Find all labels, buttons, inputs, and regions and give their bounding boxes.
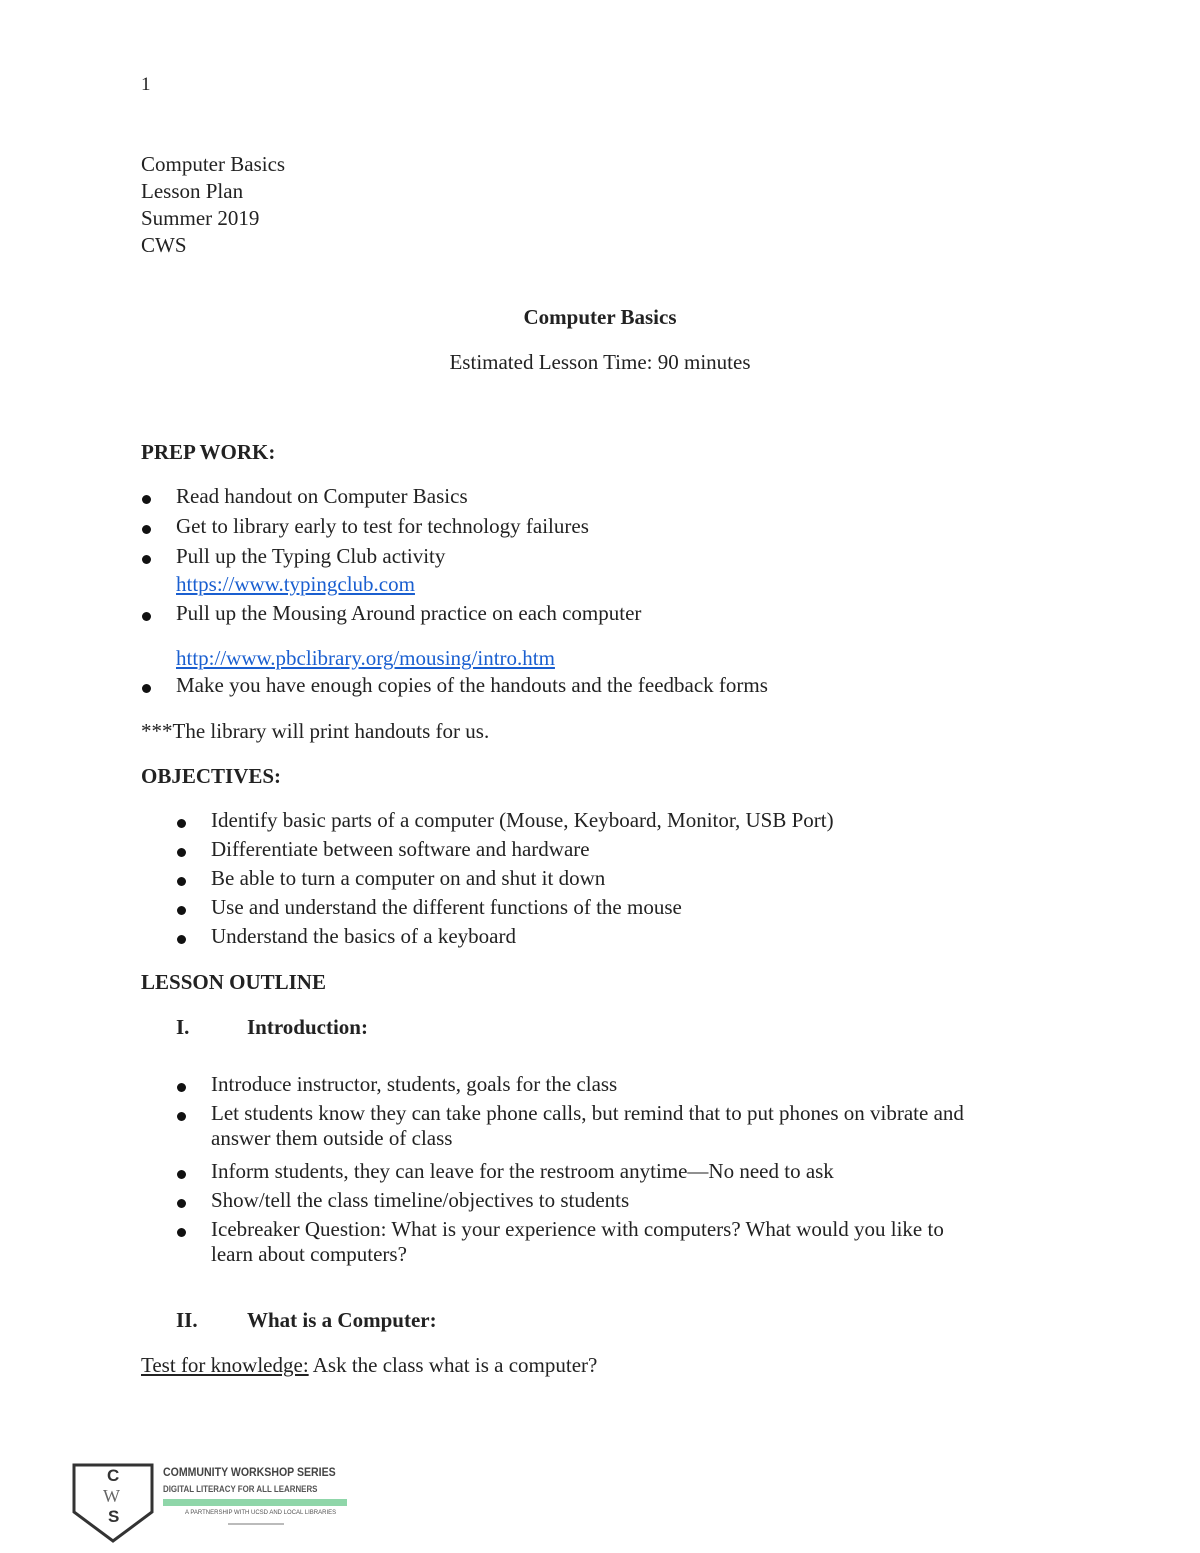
logo-letter-s: S bbox=[108, 1507, 120, 1526]
cws-logo bbox=[70, 1462, 360, 1546]
fine-print bbox=[228, 1523, 284, 1525]
accent-bar bbox=[163, 1499, 347, 1506]
outline-heading: LESSON OUTLINE bbox=[141, 970, 326, 994]
list-item: Icebreaker Question: What is your experience with computers? What would you like to learn about computers? bbox=[141, 1217, 964, 1275]
intro-list bbox=[141, 1072, 964, 1275]
list-item: Use and understand the different functions of the mouse bbox=[141, 895, 834, 924]
section-title: Introduction: bbox=[247, 1015, 368, 1039]
list-item: Show/tell the class timeline/objectives to students bbox=[141, 1188, 964, 1217]
list-item: Pull up the Mousing Around practice on each computer bbox=[141, 601, 641, 626]
list-item: Understand the basics of a keyboard bbox=[141, 924, 834, 953]
list-item: Pull up the Typing Club activity bbox=[141, 544, 589, 572]
prep-list bbox=[141, 484, 589, 572]
list-item: Get to library early to test for technology failures bbox=[141, 514, 589, 544]
typingclub-link[interactable]: https://www.typingclub.com bbox=[176, 572, 415, 596]
header-type: Lesson Plan bbox=[141, 179, 244, 203]
list-item: Introduce instructor, students, goals for the class bbox=[141, 1072, 964, 1101]
prep-note: ***The library will print handouts for us. bbox=[141, 719, 490, 743]
list-item: Identify basic parts of a computer (Mouse, Keyboard, Monitor, USB Port) bbox=[141, 808, 834, 837]
header-term: Summer 2019 bbox=[141, 206, 260, 230]
logo-letter-w: W bbox=[103, 1486, 120, 1506]
list-item: Read handout on Computer Basics bbox=[141, 484, 589, 514]
test-label: Test for knowledge: bbox=[141, 1353, 309, 1377]
prep-heading: PREP WORK: bbox=[141, 440, 276, 464]
section-title: What is a Computer: bbox=[247, 1308, 437, 1332]
objectives-heading: OBJECTIVES: bbox=[141, 764, 282, 788]
section-numeral: I. bbox=[176, 1015, 190, 1039]
list-item: Differentiate between software and hardware bbox=[141, 837, 834, 866]
list-item: Be able to turn a computer on and shut it down bbox=[141, 866, 834, 895]
series-title: COMMUNITY WORKSHOP SERIES bbox=[163, 1465, 336, 1479]
list-item: Let students know they can take phone calls, but remind that to put phones on vibrate and answer them outside of class bbox=[141, 1101, 964, 1159]
header-course: Computer Basics bbox=[141, 152, 286, 176]
series-subtitle: DIGITAL LITERACY FOR ALL LEARNERS bbox=[163, 1484, 318, 1494]
mousing-link[interactable]: http://www.pbclibrary.org/mousing/intro.htm bbox=[176, 646, 555, 670]
logo-letter-c: C bbox=[107, 1466, 120, 1485]
test-text: Ask the class what is a computer? bbox=[308, 1353, 598, 1377]
prep-list-3 bbox=[141, 673, 768, 698]
partnership-text: A PARTNERSHIP WITH UCSD AND LOCAL LIBRARIES bbox=[185, 1510, 337, 1516]
prep-list-2 bbox=[141, 601, 641, 626]
test-for-knowledge bbox=[141, 1353, 597, 1378]
page-number: 1 bbox=[141, 74, 151, 95]
document-title: Computer Basics bbox=[523, 305, 677, 329]
header-org: CWS bbox=[141, 233, 187, 257]
list-item: Make you have enough copies of the handouts and the feedback forms bbox=[141, 673, 768, 698]
section-numeral: II. bbox=[176, 1308, 198, 1332]
document-subtitle: Estimated Lesson Time: 90 minutes bbox=[449, 350, 751, 374]
list-item: Inform students, they can leave for the restroom anytime—No need to ask bbox=[141, 1159, 964, 1188]
objectives-list bbox=[141, 808, 834, 953]
